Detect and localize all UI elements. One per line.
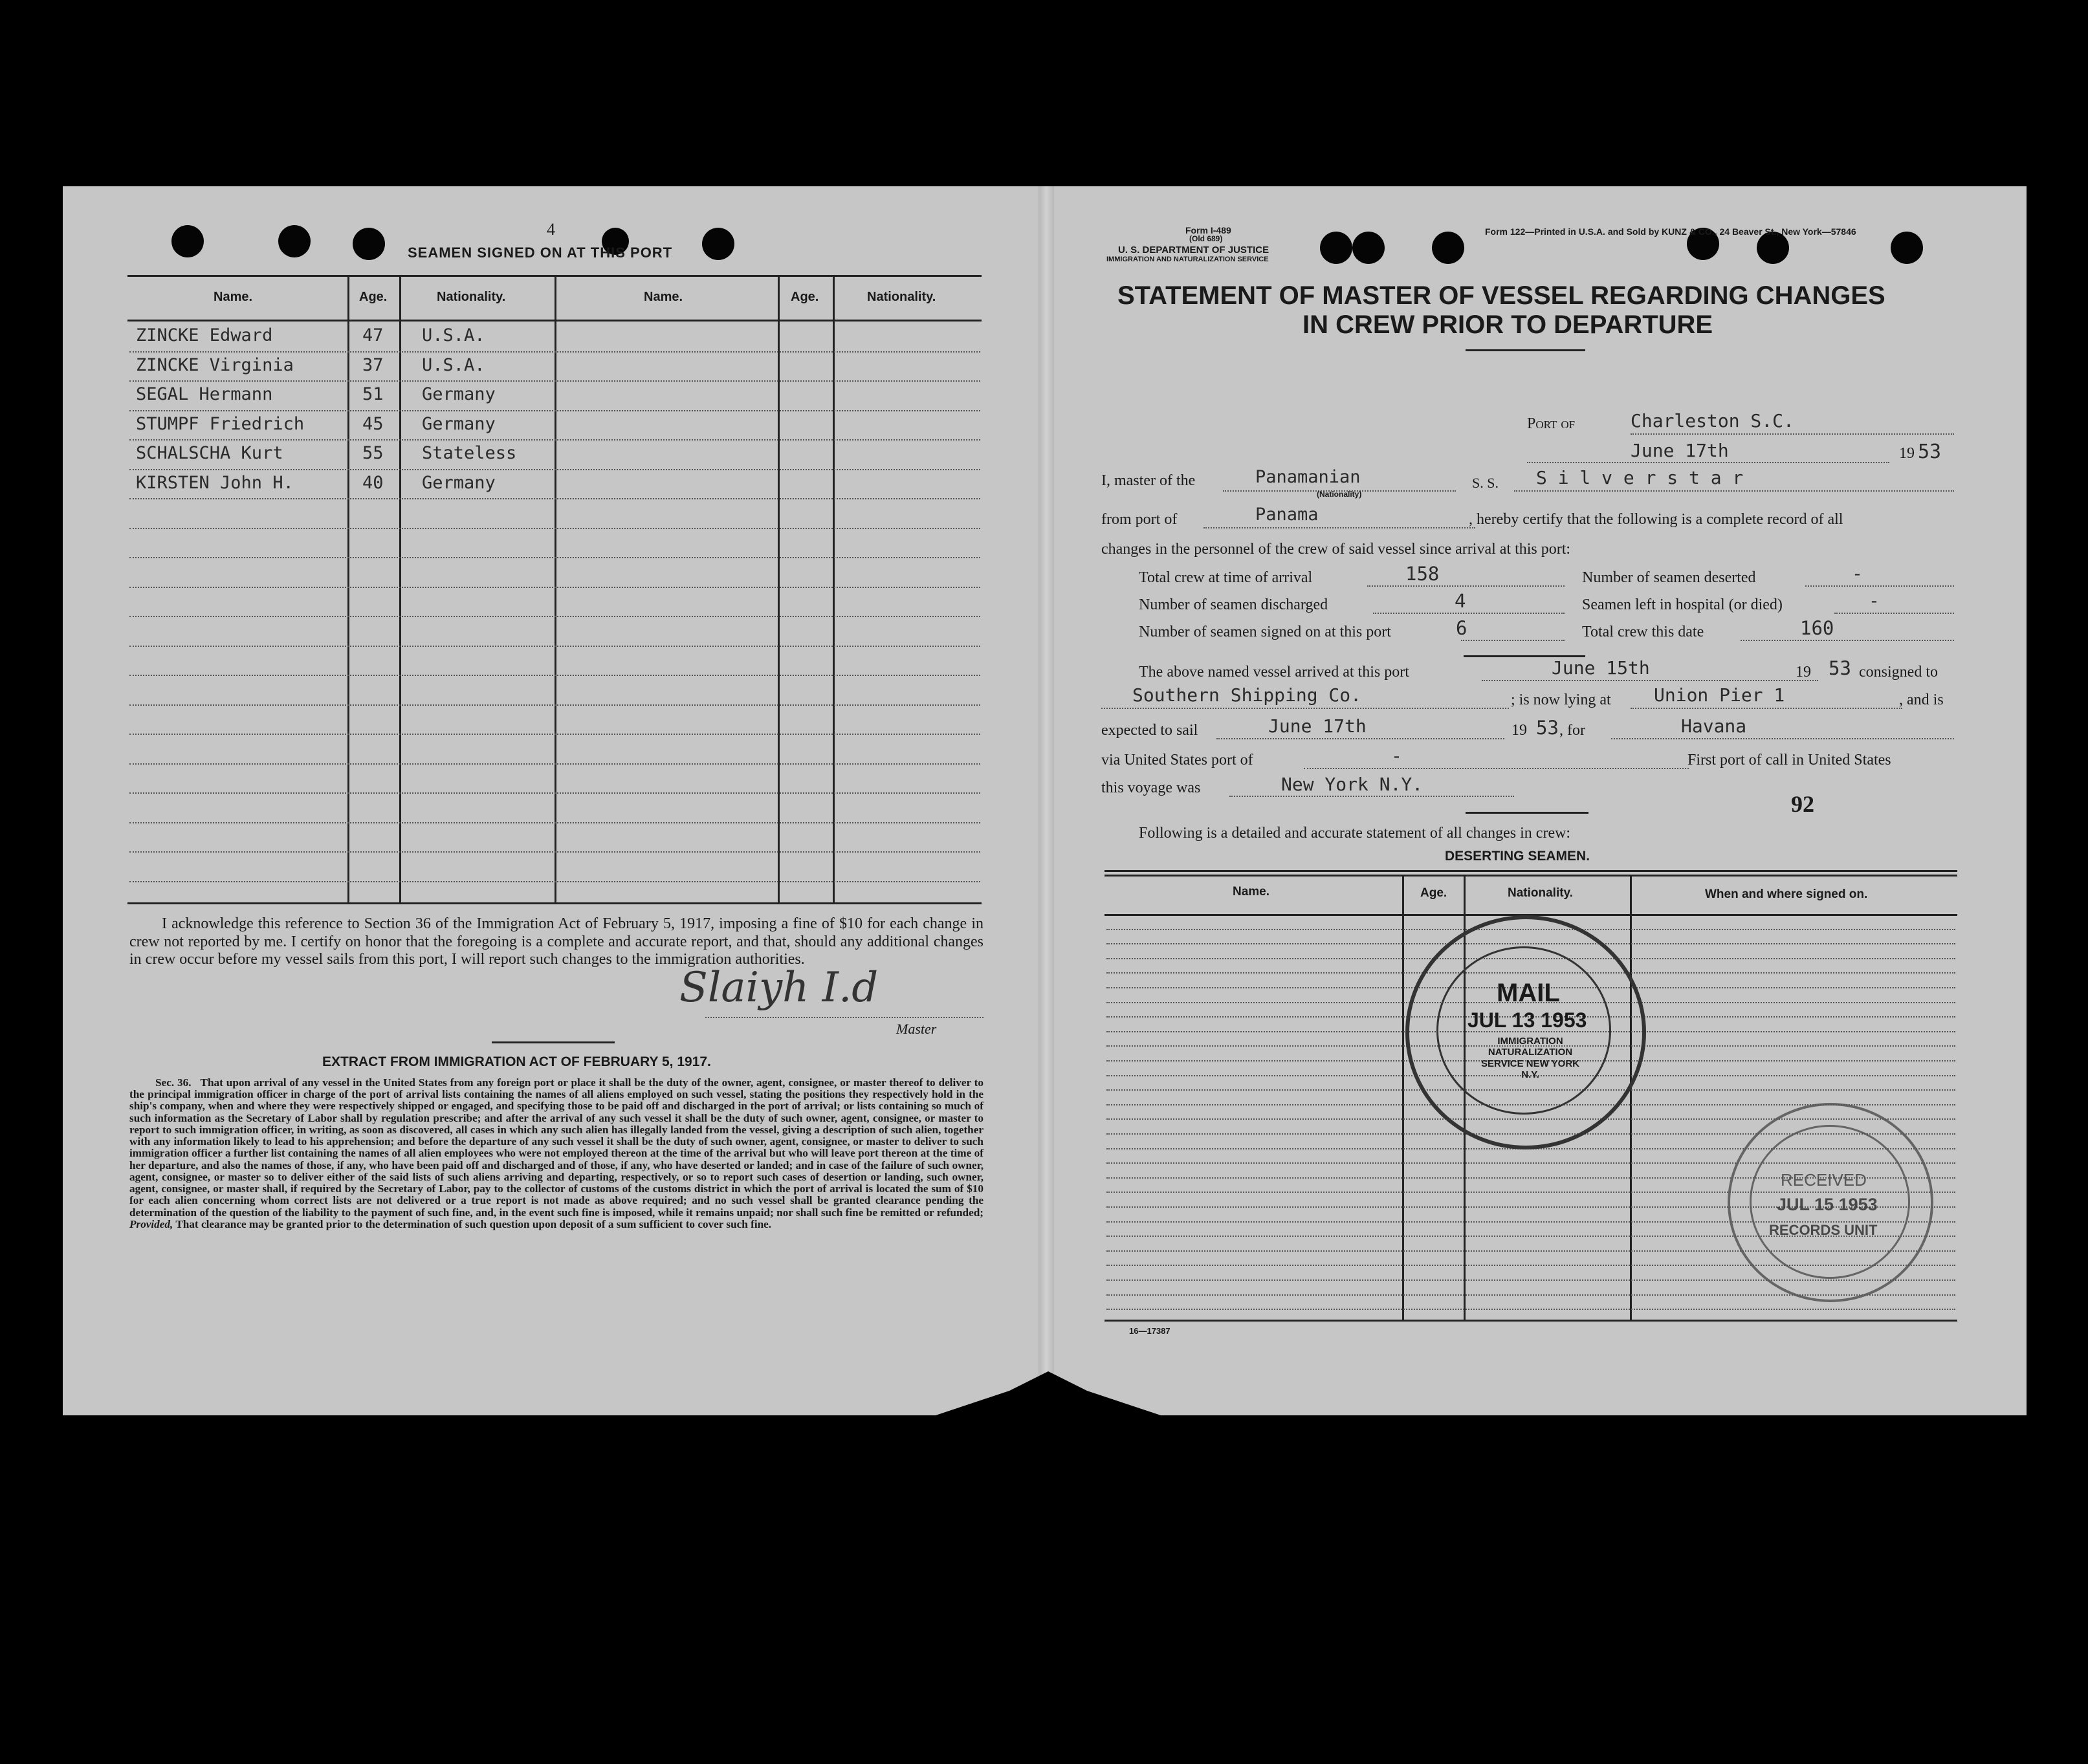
row-rule <box>129 498 980 499</box>
expected-value: June 17th <box>1268 715 1367 737</box>
expected-year-prefix: 19 <box>1511 722 1527 739</box>
form-old-id: (Old 689) <box>1189 234 1223 243</box>
ship-name: S i l v e r s t a r <box>1536 467 1744 488</box>
field-line <box>1203 527 1475 528</box>
via-label: via United States port of <box>1101 752 1253 768</box>
column-rule <box>555 275 556 902</box>
col-header-when-where: When and where signed on. <box>1705 887 1868 901</box>
row-rule <box>129 351 980 353</box>
deserting-heading: DESERTING SEAMEN. <box>1445 849 1590 864</box>
deserted-value: - <box>1852 563 1863 584</box>
page-number: 4 <box>547 220 555 239</box>
port-value: Charleston S.C. <box>1631 410 1794 431</box>
discharged-label: Number of seamen discharged <box>1139 596 1328 613</box>
seaman-nationality: Germany <box>422 413 496 434</box>
port-label: Port of <box>1527 415 1576 432</box>
acknowledgement-text: I acknowledge this reference to Section 36 of the Immigration Act of February 5, 1917, imposing a fine of $10 for each change in crew not reported by me. I certify on honor that the foregoing is a complete and accurate report, and that, should any additional changes in crew occur before my vessel sails from this port, I will report such changes to the immigration authorities. <box>129 915 984 968</box>
total-date-label: Total crew this date <box>1582 624 1704 640</box>
consignee-value: Southern Shipping Co. <box>1132 684 1362 706</box>
changes-text: changes in the personnel of the crew of said vessel since arrival at this port: <box>1101 541 1571 558</box>
arrived-year: 53 <box>1829 657 1851 679</box>
row-rule <box>129 851 980 853</box>
master-label: I, master of the <box>1101 472 1196 489</box>
first-port-label: First port of call in United States <box>1687 752 1891 768</box>
seaman-nationality: Germany <box>422 384 496 404</box>
column-rule <box>778 275 780 902</box>
mail-stamp-word: MAIL <box>1497 979 1560 1007</box>
col-header-name: Name. <box>644 290 683 304</box>
section-36-text: Sec. 36. That upon arrival of any vessel in the United States from any foreign port or place it shall be the duty of the owner, agent, consignee, or master thereof to deliver to the principal immigration officer in charge of the port of arrival lists containing the names of all aliens employed on such vessel, stating the positions they respectively hold in the ship's company, when and where they were respectively shipped or engaged, and specifying those to be paid off and discharged in the port of arrival; or lists containing so much of such information as the Secretary of Labor shall by regulation prescribe; and after the arrival of any such vessel it shall be the duty of such owner, agent, consignee, or master to report to such immigration officer, in writing, as soon as discovered, all cases in which any such alien has illegally landed from the vessel, giving a description of such alien, together with any information likely to lead to his apprehension; and before the departure of any such vessel it shall be the duty of such owner, agent, consignee, or master to deliver to such immigration officer a further list containing the names of all alien employees who were not employed thereon at the time of the arrival but who will leave port thereon at the time of her departure, and also the names of those, if any, who have been paid off and discharged and of those, if any, who have deserted or landed; and in case of the failure of such owner, agent, consignee, or master so to deliver either of the said lists of such aliens arriving and departing, respectively, or so to report such cases of desertion or landing, such owner, agent, consignee, or master shall, if required by the Secretary of Labor, pay to the collector of customs of the customs district in which the port of arrival is located the sum of $10 for each alien concerning whom correct lists are not delivered or a true report is not made as above required; and no such vessel shall be granted clearance pending the determination of the question of the liability to the payment of such fine, and, in the event such fine is imposed, while it remains unpaid; nor shall such fine be remitted or refunded; Provided, That clearance may be granted prior to the determination of such question upon deposit of a sum sufficient to cover such fine. <box>129 1076 984 1230</box>
row-rule <box>129 380 980 382</box>
punch-hole <box>278 225 311 257</box>
and-is-text: , and is <box>1899 691 1944 708</box>
signed-on-heading: SEAMEN SIGNED ON AT THIS PORT <box>408 245 673 261</box>
field-line <box>1631 708 1902 709</box>
field-line <box>1741 640 1954 641</box>
field-line <box>1611 738 1954 739</box>
row-rule <box>129 675 980 676</box>
seaman-age: 37 <box>362 354 384 375</box>
field-line <box>1101 708 1509 709</box>
field-line <box>1216 738 1504 739</box>
received-stamp <box>1728 1103 1933 1302</box>
mail-stamp-text: IMMIGRATION NATURALIZATION SERVICE NEW YORK N.Y. <box>1481 1036 1579 1080</box>
row-rule <box>129 734 980 735</box>
column-rule <box>1402 875 1404 1320</box>
field-line <box>1304 768 1689 769</box>
received-stamp-word: RECEIVED <box>1781 1170 1867 1190</box>
form-title-line2: IN CREW PRIOR TO DEPARTURE <box>1302 310 1713 339</box>
punch-hole <box>1891 232 1923 264</box>
punch-hole <box>1320 232 1352 264</box>
col-header-nationality: Nationality. <box>437 290 506 304</box>
column-rule <box>1630 875 1632 1320</box>
punch-hole <box>171 225 204 257</box>
year-prefix: 19 <box>1899 445 1915 462</box>
ss-label: S. S. <box>1472 475 1499 491</box>
row-rule <box>129 469 980 470</box>
seaman-name: STUMPF Friedrich <box>136 413 305 434</box>
extract-title: EXTRACT FROM IMMIGRATION ACT OF FEBRUARY 5, 1917. <box>322 1054 711 1069</box>
col-header-age: Age. <box>359 290 388 304</box>
seaman-nationality: Germany <box>422 472 496 493</box>
from-port-value: Panama <box>1255 505 1319 525</box>
arrived-label: The above named vessel arrived at this port <box>1139 664 1409 681</box>
arrived-value: June 15th <box>1552 657 1650 679</box>
table-rule <box>127 902 982 904</box>
total-arrival-value: 158 <box>1405 563 1440 585</box>
table-rule <box>1104 875 1957 877</box>
col-header-age: Age. <box>791 290 819 304</box>
table-rule <box>1104 870 1957 872</box>
printer-note: Form 122—Printed in U.S.A. and Sold by KUNZ & CO., 24 Beaver St., New York—57846 <box>1485 226 1856 237</box>
column-rule <box>833 275 835 902</box>
col-header-age: Age. <box>1420 886 1447 900</box>
voyage-label: this voyage was <box>1101 779 1201 796</box>
signed-on-value: 6 <box>1456 617 1467 639</box>
certify-text: , hereby certify that the following is a complete record of all <box>1469 511 1843 528</box>
row-rule <box>129 704 980 706</box>
expected-label: expected to sail <box>1101 722 1198 739</box>
field-line <box>1461 640 1565 641</box>
total-date-value: 160 <box>1800 617 1834 639</box>
row-rule <box>129 410 980 411</box>
row-rule <box>129 528 980 529</box>
seaman-age: 45 <box>362 413 384 434</box>
row-rule <box>129 439 980 441</box>
agency-sub: IMMIGRATION AND NATURALIZATION SERVICE <box>1106 256 1269 263</box>
total-arrival-label: Total crew at time of arrival <box>1139 569 1313 586</box>
year-value: 53 <box>1918 441 1942 463</box>
deserted-label: Number of seamen deserted <box>1582 569 1756 586</box>
seaman-name: ZINCKE Edward <box>136 325 273 345</box>
consigned-label: consigned to <box>1859 664 1938 681</box>
row-rule <box>129 557 980 558</box>
from-port-label: from port of <box>1101 511 1178 528</box>
row-rule <box>129 646 980 647</box>
received-stamp-date: JUL 15 1953 <box>1777 1195 1878 1214</box>
received-stamp-unit: RECORDS UNIT <box>1769 1222 1878 1238</box>
destination-value: Havana <box>1681 715 1747 737</box>
for-label: , for <box>1559 722 1585 739</box>
field-line <box>1482 680 1818 681</box>
seaman-age: 47 <box>362 325 384 345</box>
title-rule <box>1466 349 1585 351</box>
punch-hole <box>1352 232 1385 264</box>
hospital-value: - <box>1869 590 1880 611</box>
field-line <box>1527 462 1889 463</box>
col-header-nationality: Nationality. <box>867 290 936 304</box>
separator-rule <box>1466 812 1588 814</box>
seaman-nationality: Stateless <box>422 443 517 463</box>
form-title-line1: STATEMENT OF MASTER OF VESSEL REGARDING CHANGES <box>1117 281 1885 310</box>
lying-label: ; is now lying at <box>1511 691 1611 708</box>
hospital-label: Seamen left in hospital (or died) <box>1582 596 1783 613</box>
master-signature: Slaiyh I.d <box>679 964 879 1012</box>
page-fold <box>1039 186 1054 1415</box>
voyage-value: New York N.Y. <box>1281 774 1423 795</box>
seaman-age: 51 <box>362 384 384 404</box>
col-header-nationality: Nationality. <box>1508 886 1573 900</box>
field-line <box>1805 585 1954 587</box>
separator-rule <box>492 1041 615 1043</box>
mail-stamp-date: JUL 13 1953 <box>1467 1008 1587 1032</box>
row-rule <box>129 616 980 617</box>
column-rule <box>347 275 349 902</box>
row-rule <box>1106 1309 1955 1310</box>
nationality-value: Panamanian <box>1255 467 1361 487</box>
row-rule <box>129 822 980 823</box>
row-rule <box>129 763 980 765</box>
field-line <box>1367 585 1565 587</box>
row-rule <box>129 587 980 588</box>
column-rule <box>399 275 401 902</box>
expected-year: 53 <box>1536 717 1559 739</box>
arrived-year-prefix: 19 <box>1796 664 1811 681</box>
row-rule <box>129 792 980 794</box>
table-rule <box>1104 1320 1957 1322</box>
seaman-nationality: U.S.A. <box>422 325 485 345</box>
torn-notch <box>932 1365 1165 1443</box>
seaman-name: ZINCKE Virginia <box>136 354 294 375</box>
seaman-age: 40 <box>362 472 384 493</box>
via-value: - <box>1391 745 1402 767</box>
seaman-age: 55 <box>362 443 384 463</box>
field-line <box>1834 613 1954 614</box>
field-line <box>1373 613 1565 614</box>
lying-value: Union Pier 1 <box>1654 684 1785 706</box>
signature-line <box>705 1017 984 1018</box>
footer-code: 16—17387 <box>1129 1326 1170 1336</box>
col-header-name: Name. <box>214 290 253 304</box>
field-line <box>1631 433 1954 435</box>
agency: U. S. DEPARTMENT OF JUSTICE <box>1118 245 1269 256</box>
mail-stamp <box>1405 915 1646 1149</box>
field-line <box>1514 490 1954 492</box>
punch-hole <box>702 228 734 260</box>
seaman-name: SEGAL Hermann <box>136 384 273 404</box>
punch-hole <box>1432 232 1464 264</box>
date-value: June 17th <box>1631 440 1729 461</box>
col-header-name: Name. <box>1233 885 1270 898</box>
signed-on-label: Number of seamen signed on at this port <box>1139 624 1391 640</box>
discharged-value: 4 <box>1455 590 1466 612</box>
row-rule <box>129 881 980 882</box>
signature-caption: Master <box>896 1021 937 1037</box>
seaman-name: SCHALSCHA Kurt <box>136 443 283 463</box>
form-id: Form I-489 <box>1185 225 1231 235</box>
seaman-name: KIRSTEN John H. <box>136 472 294 493</box>
following-text: Following is a detailed and accurate statement of all changes in crew: <box>1139 825 1571 842</box>
page-mark: 92 <box>1791 791 1814 817</box>
field-line <box>1229 796 1514 797</box>
punch-hole <box>353 228 385 260</box>
seaman-nationality: U.S.A. <box>422 354 485 375</box>
nationality-caption: (Nationality) <box>1317 490 1362 499</box>
